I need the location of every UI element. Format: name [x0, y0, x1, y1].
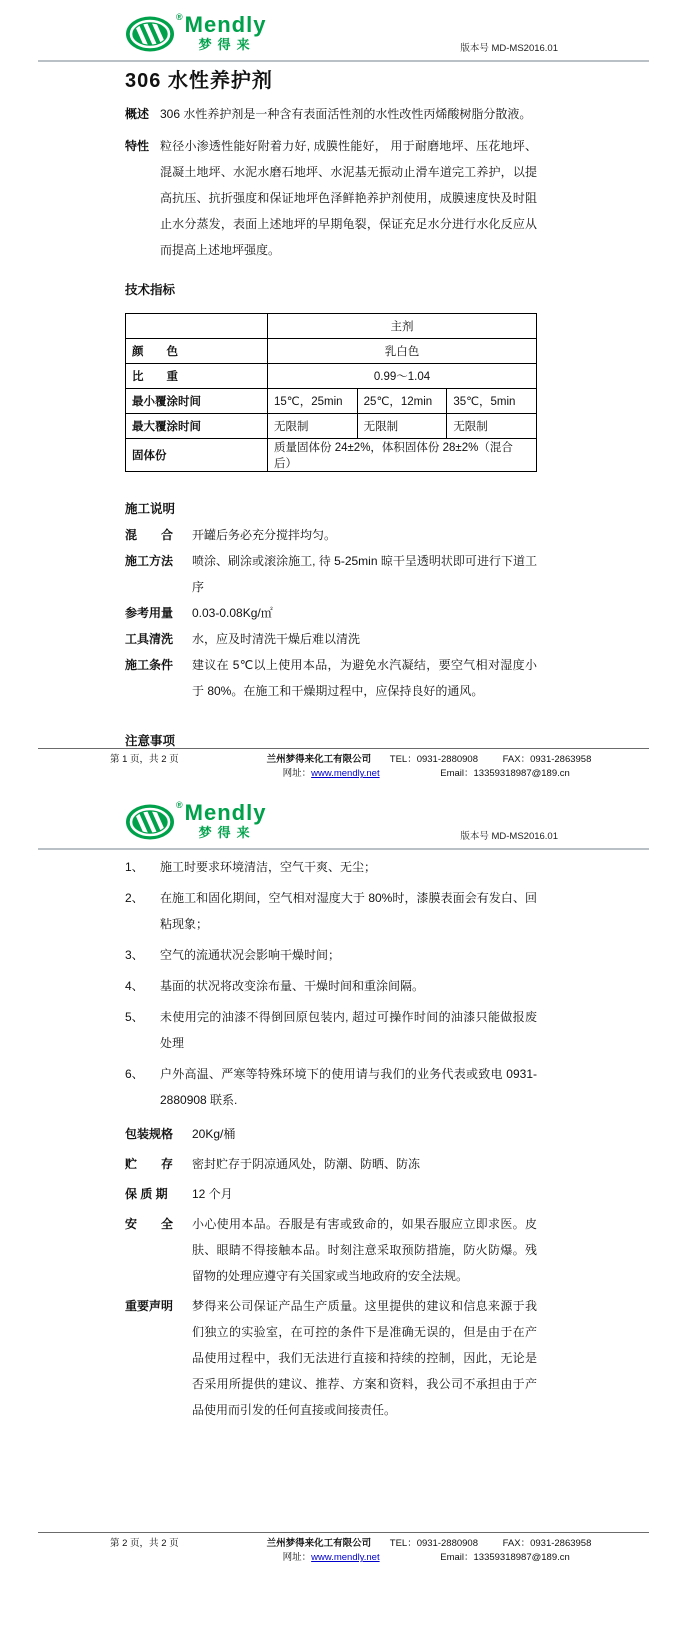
note-text: 未使用完的油漆不得倒回原包装内, 超过可操作时间的油漆只能做报废处理: [160, 1010, 537, 1050]
spec-min-recoat-35c: 35℃，5min: [447, 389, 537, 414]
field-packaging: [125, 1121, 537, 1147]
page-number: 第 2 页，共 2 页: [110, 1538, 179, 1549]
web-label: 网址：: [282, 768, 312, 779]
page-title: 306 水性养护剂: [125, 70, 273, 92]
note-number: 4、: [125, 979, 144, 993]
page2-header: [38, 780, 649, 850]
footer-email: Email：13359318987@189.cn: [440, 768, 570, 779]
tech-spec-heading: 技术指标: [125, 283, 176, 297]
spec-value-solids: 质量固体份 24±2%，体积固体份 28±2%（混合后）: [268, 439, 537, 472]
overview-row: [125, 101, 537, 127]
packaging-text: 20Kg/桶: [192, 1127, 236, 1141]
field-disclaimer: [125, 1293, 537, 1423]
spec-table: [125, 313, 537, 472]
table-row: [126, 439, 537, 472]
disclaimer-text: 梦得来公司保证产品生产质量。这里提供的建议和信息来源于我们独立的实验室，在可控的条件下是准确无误的，但是由于在产品使用过程中，我们无法进行直接和持续的控制，因此，无论是否采用所提供的建议、推荐、方案和资料，我公司不承担由于产品使用而引发的任何直接或间接责任。: [192, 1299, 537, 1417]
features-label: 特性: [125, 139, 150, 153]
table-row: [126, 389, 537, 414]
features-row: [125, 133, 537, 263]
brand-wordmark: [185, 802, 267, 839]
spec-col-header: 主剂: [268, 314, 537, 339]
spec-label-color: 颜 色: [126, 339, 268, 364]
mendly-logo-icon: [125, 802, 175, 842]
spec-table-corner-cell: [126, 314, 268, 339]
note-number: 2、: [125, 891, 144, 905]
note-text: 基面的状况将改变涂布量、干燥时间和重涂间隔。: [160, 979, 425, 993]
notes-heading: 注意事项: [125, 734, 176, 748]
dosage-label: 参考用量: [125, 606, 174, 620]
overview-text: 306 水性养护剂是一种含有表面活性剂的水性改性丙烯酸树脂分散液。: [160, 107, 532, 121]
spec-label-max-recoat: 最大覆涂时间: [126, 414, 268, 439]
page-number: 第 1 页，共 2 页: [110, 754, 179, 765]
note-item-4: [125, 973, 537, 999]
company-name: 兰州梦得来化工有限公司: [266, 1538, 372, 1549]
mixing-label: 混 合: [125, 528, 174, 542]
method-label: 施工方法: [125, 554, 174, 568]
spec-max-recoat-1: 无限制: [268, 414, 358, 439]
note-item-2: [125, 885, 537, 937]
note-item-3: [125, 942, 537, 968]
spec-max-recoat-2: 无限制: [357, 414, 447, 439]
cleaning-text: 水，应及时清洗干燥后难以清洗: [192, 632, 361, 646]
field-storage: [125, 1151, 537, 1177]
brand-name-en: Mendly: [184, 12, 267, 37]
page1-header: [38, 0, 649, 62]
note-number: 1、: [125, 860, 144, 874]
field-shelf-life: [125, 1181, 537, 1207]
web-label: 网址：: [282, 1552, 312, 1563]
website-link[interactable]: www.mendly.net: [311, 768, 380, 779]
dosage-text: 0.03-0.08Kg/㎡: [192, 606, 273, 620]
note-item-5: [125, 1004, 537, 1056]
brand-logo: [125, 802, 266, 842]
page1-footer: [38, 748, 649, 781]
footer-fax: FAX：0931-2863958: [502, 754, 592, 765]
note-item-6: [125, 1061, 537, 1113]
table-row: [126, 314, 537, 339]
company-name: 兰州梦得来化工有限公司: [266, 754, 372, 765]
product-fields: [125, 1121, 537, 1423]
page2-content: [125, 854, 537, 1423]
note-number: 5、: [125, 1010, 144, 1024]
field-safety: [125, 1211, 537, 1289]
table-row: [126, 339, 537, 364]
note-text: 空气的流通状况会影响干燥时间；: [160, 948, 341, 962]
footer-tel: TEL：0931-2880908: [389, 1538, 478, 1549]
footer-line2: [267, 1552, 570, 1563]
brand-name-cn: 梦得来: [198, 37, 256, 52]
spec-min-recoat-15c: 15℃，25min: [268, 389, 358, 414]
note-text: 施工时要求环境清洁，空气干爽、无尘；: [160, 860, 377, 874]
construction-row-dosage: [125, 600, 537, 626]
construction-row-mixing: [125, 522, 537, 548]
note-number: 6、: [125, 1067, 144, 1081]
spec-label-min-recoat: 最小覆涂时间: [126, 389, 268, 414]
brand-wordmark: [185, 14, 267, 51]
table-row: [126, 364, 537, 389]
spec-label-solids: 固体份: [126, 439, 268, 472]
method-text: 喷涂、刷涂或滚涂施工, 待 5-25min 晾干呈透明状即可进行下道工序: [192, 554, 537, 594]
page-2: [0, 780, 687, 1638]
website-link[interactable]: www.mendly.net: [311, 1552, 380, 1563]
cleaning-label: 工具清洗: [125, 632, 174, 646]
safety-text: 小心使用本品。吞服是有害或致命的，如果吞服应立即求医。皮肤、眼睛不得接触本品。时刻注意采取预防措施，防火防爆。残留物的处理应遵守有关国家或当地政府的安全法规。: [192, 1217, 537, 1283]
brand-name-cn: 梦得来: [198, 825, 256, 840]
shelf-life-text: 12 个月: [192, 1187, 233, 1201]
version-number: 版本号 MD-MS2016.01: [460, 43, 558, 54]
storage-text: 密封贮存于阴凉通风处，防潮、防晒、防冻: [192, 1157, 421, 1171]
page-1: [0, 0, 687, 780]
spec-max-recoat-3: 无限制: [447, 414, 537, 439]
conditions-label: 施工条件: [125, 658, 174, 672]
note-number: 3、: [125, 948, 144, 962]
footer-contact-block: [267, 753, 592, 781]
registered-trademark-icon: ®: [176, 12, 183, 22]
spec-label-gravity: 比 重: [126, 364, 268, 389]
brand-logo: [125, 14, 266, 54]
construction-row-conditions: [125, 652, 537, 704]
version-number: 版本号 MD-MS2016.01: [460, 831, 558, 842]
packaging-label: 包装规格: [125, 1127, 174, 1141]
construction-row-method: [125, 548, 537, 600]
features-text: 粒径小渗透性能好附着力好, 成膜性能好， 用于耐磨地坪、压花地坪、混凝土地坪、水泥水磨石地坪、水泥基无振动止滑车道完工养护，以提高抗压、抗折强度和保证地坪色泽鲜艳养护剂使用，成膜速度快及时阻止水分蒸发，表面上述地坪的早期龟裂，保证充足水分进行水化反应从而提高上述地坪强度。: [160, 139, 537, 257]
conditions-text: 建议在 5℃以上使用本品，为避免水汽凝结，要空气相对湿度小于 80%。在施工和干燥期过程中，应保持良好的通风。: [192, 658, 537, 698]
table-row: [126, 414, 537, 439]
spec-value-gravity: 0.99～1.04: [268, 364, 537, 389]
spec-value-color: 乳白色: [268, 339, 537, 364]
note-text: 在施工和固化期间，空气相对湿度大于 80%时，漆膜表面会有发白、回粘现象；: [160, 891, 537, 931]
storage-label: 贮 存: [125, 1157, 174, 1171]
footer-line1: [267, 754, 592, 765]
mixing-text: 开罐后务必充分搅拌均匀。: [192, 528, 337, 542]
registered-trademark-icon: ®: [176, 800, 183, 810]
footer-email: Email：13359318987@189.cn: [440, 1552, 570, 1563]
mendly-logo-icon: [125, 14, 175, 54]
spec-min-recoat-25c: 25℃，12min: [357, 389, 447, 414]
overview-label: 概述: [125, 107, 150, 121]
footer-fax: FAX：0931-2863958: [502, 1538, 592, 1549]
page2-footer: [38, 1532, 649, 1565]
brand-name-en: Mendly: [184, 800, 267, 825]
shelf-life-label: 保 质 期: [125, 1187, 168, 1201]
construction-row-cleaning: [125, 626, 537, 652]
footer-tel: TEL：0931-2880908: [389, 754, 478, 765]
footer-contact-block: [267, 1537, 592, 1565]
disclaimer-label: 重要声明: [125, 1299, 174, 1313]
construction-heading: 施工说明: [125, 502, 176, 516]
footer-line2: [267, 768, 570, 779]
note-text: 户外高温、严寒等特殊环境下的使用请与我们的业务代表或致电 0931-2880908 联系.: [160, 1067, 537, 1107]
safety-label: 安 全: [125, 1217, 174, 1231]
note-item-1: [125, 854, 537, 880]
page1-content: [125, 62, 537, 754]
footer-line1: [267, 1538, 592, 1549]
